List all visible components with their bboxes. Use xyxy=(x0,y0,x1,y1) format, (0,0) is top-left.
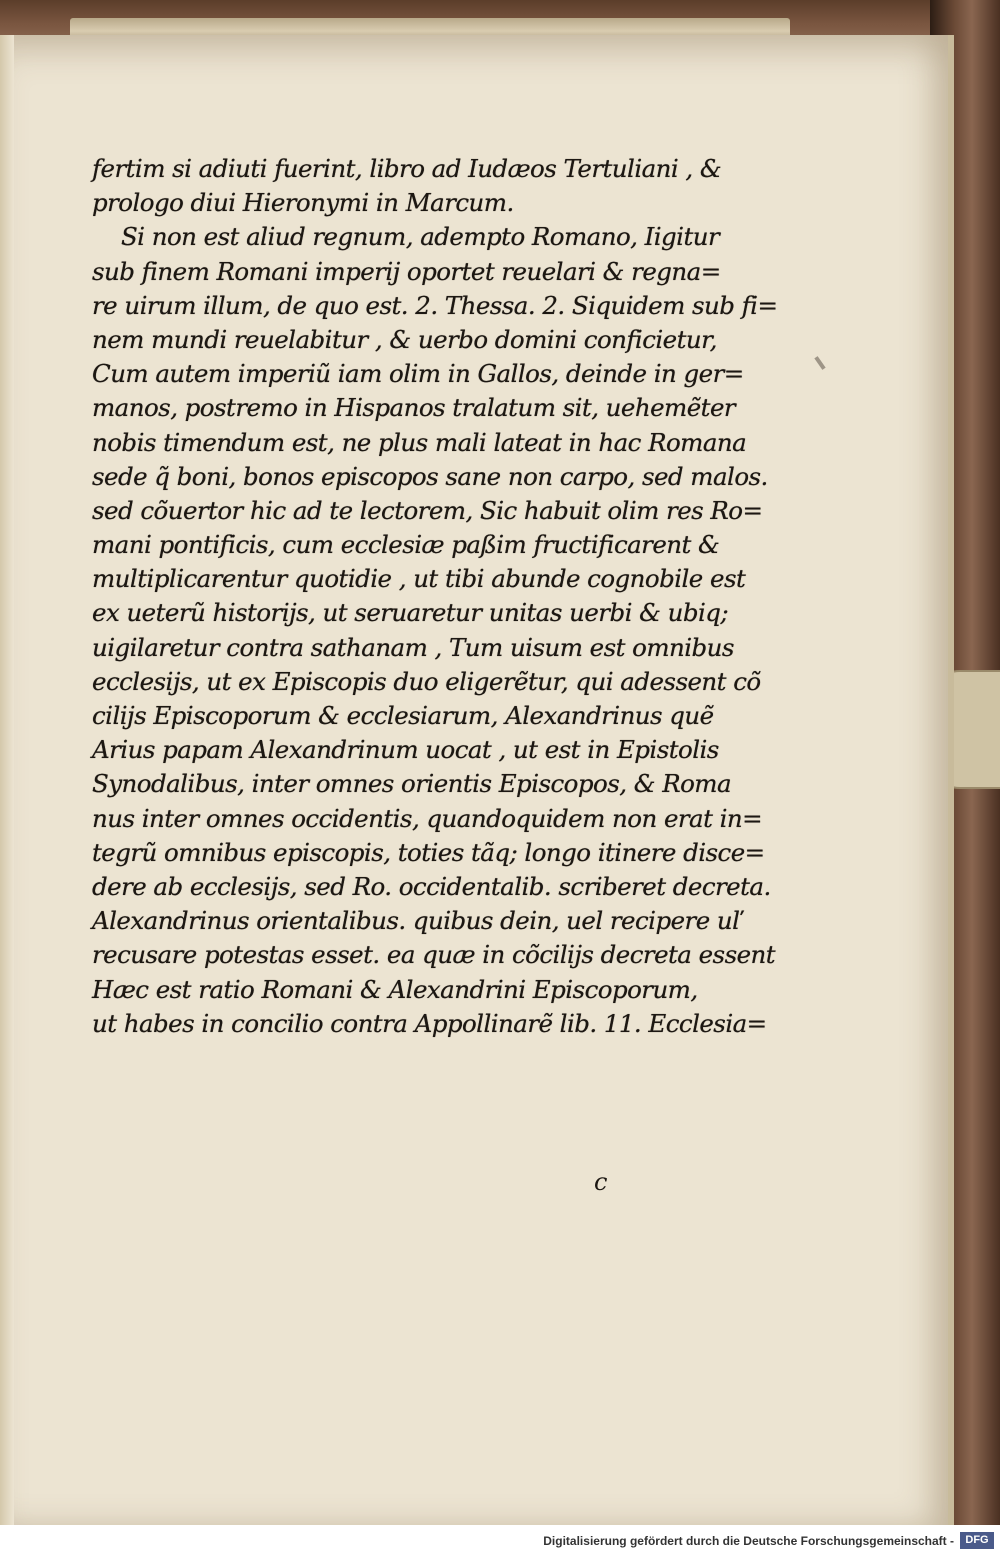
text-line: ut habes in concilio contra Appollinarẽ lib. 11. Ecclesia= xyxy=(92,1008,767,1038)
text-line: mani pontificis, cum ecclesiæ paßim fructificarent & xyxy=(92,530,720,560)
text-line: Alexandrinus orientalibus. quibus dein, uel recipere uľ xyxy=(92,906,742,936)
text-line: nem mundi reuelabitur , & uerbo domini conficietur, xyxy=(92,324,717,354)
dfg-logo: DFG xyxy=(960,1532,994,1549)
text-line: cilijs Episcoporum & ecclesiarum, Alexandrinus quẽ xyxy=(92,701,714,730)
text-line: tegrũ omnibus episcopis, toties tãq; longo itinere disce= xyxy=(92,837,765,867)
text-line: Cum autem imperiũ iam olim in Gallos, deinde in ger= xyxy=(92,359,744,389)
text-line: Si non est aliud regnum, adempto Romano, Iigitur xyxy=(92,222,720,252)
text-line: manos, postremo in Hispanos tralatum sit, uehemẽter xyxy=(92,393,736,423)
text-line: fertim si adiuti fuerint, libro ad Iudæos Tertuliani , & xyxy=(92,154,722,183)
text-line: re uirum illum, de quo est. 2. Thessa. 2. Siquidem sub fi= xyxy=(92,290,778,320)
text-line: nus inter omnes occidentis, quandoquidem non erat in= xyxy=(92,803,763,833)
page-left-edge xyxy=(0,35,14,1525)
catchword: c xyxy=(594,1168,608,1196)
page-text xyxy=(92,152,778,1041)
footer-credit: Digitalisierung gefördert durch die Deutsche Forschungsgemeinschaft - xyxy=(543,1534,954,1548)
text-line: sed cõuertor hic ad te lectorem, Sic habuit olim res Ro= xyxy=(92,495,763,525)
digitization-footer xyxy=(0,1525,1000,1557)
text-line: ex ueterũ historijs, ut seruaretur unitas uerbi & ubiq; xyxy=(92,598,729,628)
text-line: ecclesijs, ut ex Episcopis duo eligerẽtur, qui adessent cõ xyxy=(92,666,761,696)
text-line: Synodalibus, inter omnes orientis Episcopos, & Roma xyxy=(92,769,732,799)
text-line: dere ab ecclesijs, sed Ro. occidentalib. scriberet decreta. xyxy=(92,871,771,901)
text-line: recusare potestas esset. ea quæ in cõcilijs decreta essent xyxy=(92,940,776,970)
text-line: sede q̃ boni, bonos episcopos sane non carpo, sed malos. xyxy=(92,461,768,491)
text-line: Arius papam Alexandrinum uocat , ut est in Epistolis xyxy=(92,735,719,765)
text-line: sub finem Romani imperij oportet reuelari & regna= xyxy=(92,256,721,286)
text-line: Hæc est ratio Romani & Alexandrini Episcoporum, xyxy=(92,974,698,1004)
text-line: multiplicarentur quotidie , ut tibi abunde cognobile est xyxy=(92,564,746,594)
text-line: prologo diui Hieronymi in Marcum. xyxy=(92,188,514,218)
text-line: uigilaretur contra sathanam , Tum uisum est omnibus xyxy=(92,632,734,662)
text-line: nobis timendum est, ne plus mali lateat in hac Romana xyxy=(92,427,747,457)
